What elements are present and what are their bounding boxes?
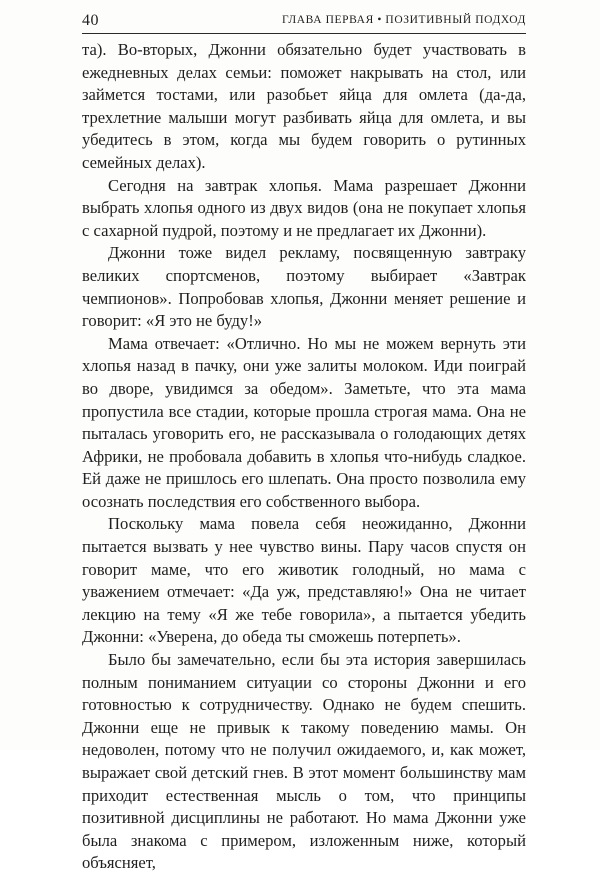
- paragraph-6: Было бы замечательно, если бы эта история завершилась полным пониманием ситуации со стороны Джонни и его готовностью к сотрудничеству. Однако не будем спешить. Джонни еще не привык к такому поведению мамы. Он недоволен, потому что не получил ожидаемого, и, как может, выражает свой детский гнев. В этот момент большинству мам приходит естественная мысль о том, что принципы позитивной дисциплины не работают. Но мама Джонни уже была знакома с примером, изложенным ниже, который объясняет,: [82, 650, 526, 873]
- paragraph-5: Поскольку мама повела себя неожиданно, Джонни пытается вызвать у нее чувство вины. Пару часов спустя он говорит маме, что его животик голодный, но мама с уважением отмечает: «Да уж, представляю!» Она не читает лекцию на тему «Я же тебе говорила», а пытается убедить Джонни: «Уверена, до обеда ты сможешь потерпеть».: [82, 514, 526, 647]
- running-head: ГЛАВА ПЕРВАЯ • ПОЗИТИВНЫЙ ПОДХОД: [281, 14, 526, 26]
- paragraph-4: Мама отвечает: «Отлично. Но мы не можем вернуть эти хлопья назад в пачку, они уже залиты молоком. Иди поиграй во дворе, увидимся за обедом». Заметьте, что эта мама пропустила все стадии, которые прошла строгая мама. Она не пыталась уговорить его, не рассказывала о голодающих детях Африки, не пробовала добавить в хлопья что-нибудь сладкое. Ей даже не пришлось его шлепать. Она просто позволила ему осознать последствия его собственного выбора.: [82, 333, 526, 511]
- page-header: [82, 11, 526, 34]
- paragraph-3: Джонни тоже видел рекламу, посвященную завтраку великих спортсменов, поэтому выбирает «Завтрак чемпионов». Попробовав хлопья, Джонни меняет решение и говорит: «Я это не буду!»: [82, 243, 526, 331]
- paragraph-2: Сегодня на завтрак хлопья. Мама разрешает Джонни выбрать хлопья одного из двух видов (она не покупает хлопья с сахарной пудрой, поэтому и не предлагает их Джонни).: [82, 175, 526, 240]
- paragraph-1: та). Во-вторых, Джонни обязательно будет участвовать в ежедневных делах семьи: поможет накрывать на стол, или займется тостами, или разобьет яйца для омлета (да-да, трехлетние малыши могут разбивать яйца для омлета, и вы убедитесь в этом, когда мы будем говорить о рутинных семейных делах).: [82, 40, 526, 172]
- page-number: 40: [82, 12, 99, 29]
